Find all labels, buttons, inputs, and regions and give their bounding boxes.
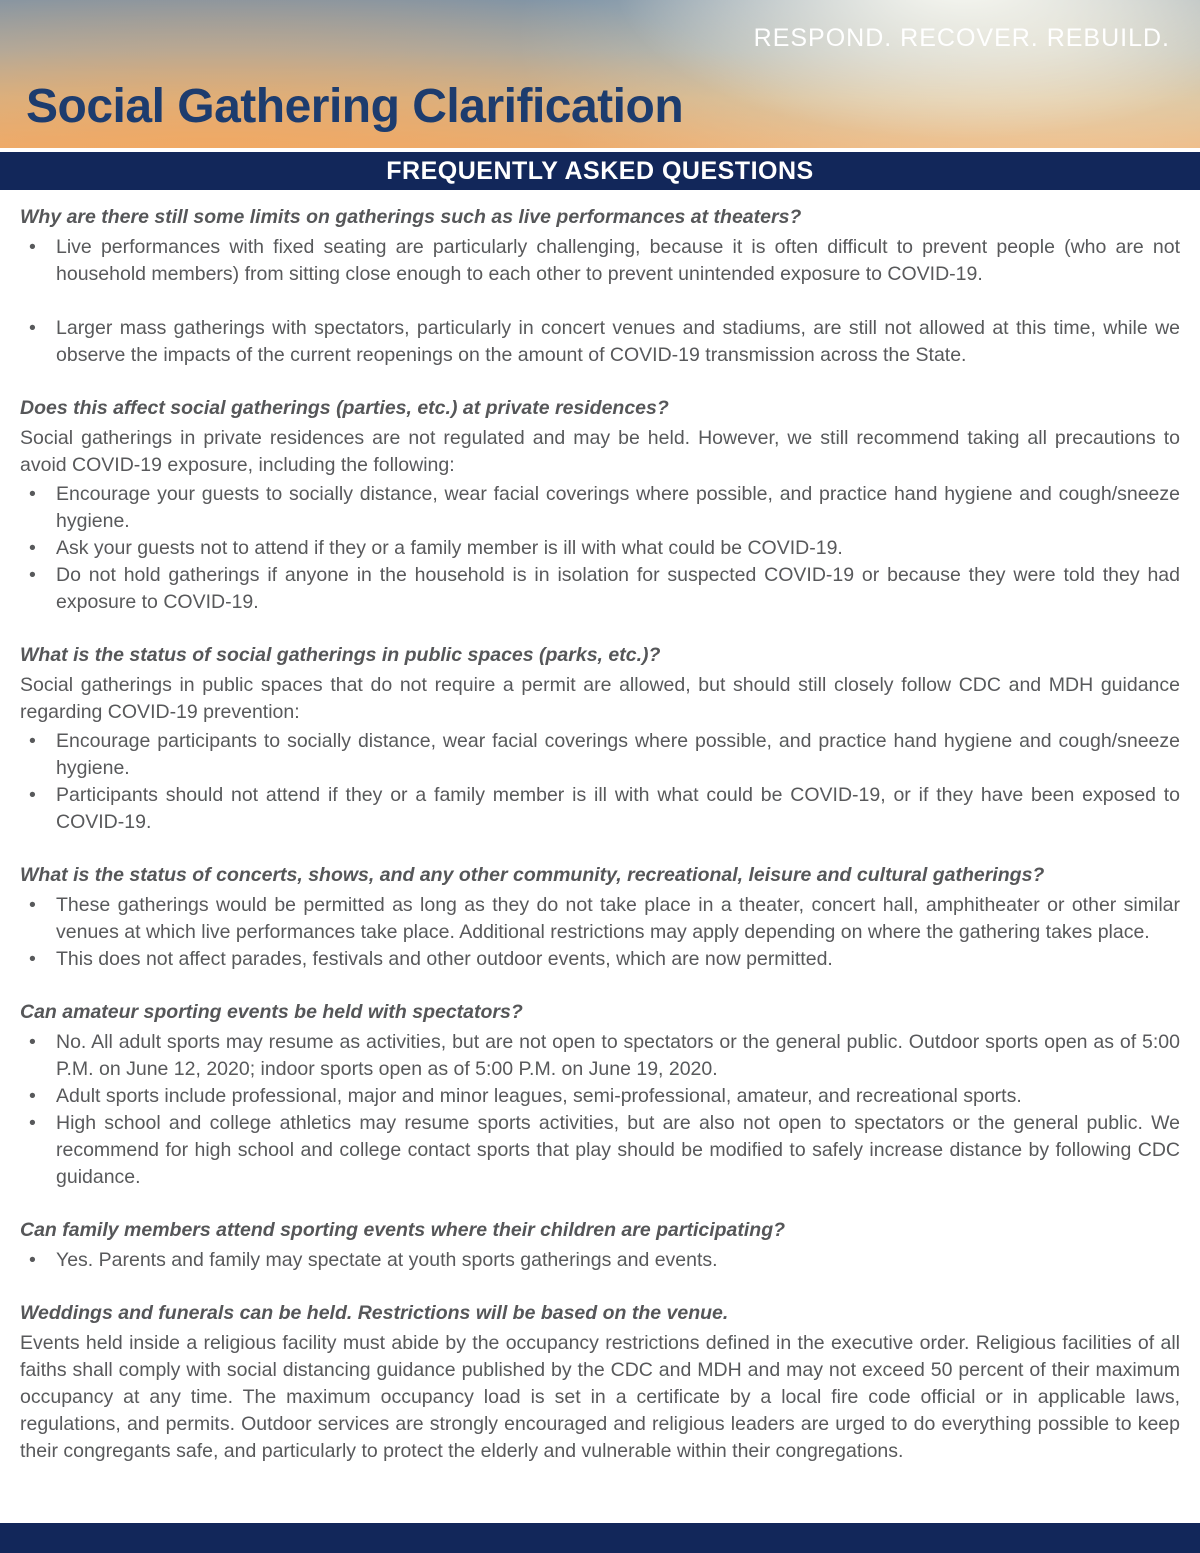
bullet-item: • These gatherings would be permitted as long as they do not take place in a theater, concert hall, amphitheater or other similar venues at which live performances take place. Additional restrictions may apply depending on where the gathering takes place. bbox=[20, 892, 1180, 946]
bullet-item: • Encourage your guests to socially distance, wear facial coverings where possible, and practice hand hygiene and cough/sneeze hygiene. bbox=[20, 481, 1180, 535]
faq-section-concerts-shows bbox=[20, 862, 1180, 973]
bullet-item: • Encourage participants to socially distance, wear facial coverings where possible, and practice hand hygiene and cough/sneeze hygiene. bbox=[20, 728, 1180, 782]
bullet-list bbox=[20, 481, 1180, 616]
bullet-item: • Do not hold gatherings if anyone in the household is in isolation for suspected COVID-19 or because they were told they had exposure to COVID-19. bbox=[20, 562, 1180, 616]
bullet-item: • Ask your guests not to attend if they or a family member is ill with what could be COVID-19. bbox=[20, 535, 1180, 562]
bullet-item: • Larger mass gatherings with spectators, particularly in concert venues and stadiums, are still not allowed at this time, while we observe the impacts of the current reopenings on the amount of COVID-19 transmission across the State. bbox=[20, 315, 1180, 369]
question: What is the status of social gatherings in public spaces (parks, etc.)? bbox=[20, 644, 661, 666]
bullet-item: • High school and college athletics may resume sports activities, but are also not open to spectators or the general public. We recommend for high school and college contact sports that play should be modified to safely increase distance by following CDC guidance. bbox=[20, 1110, 1180, 1191]
bullet-item: • Yes. Parents and family may spectate at youth sports gatherings and events. bbox=[20, 1247, 1180, 1274]
question: What is the status of concerts, shows, and any other community, recreational, leisure and cultural gatherings? bbox=[20, 864, 1045, 886]
question: Does this affect social gatherings (parties, etc.) at private residences? bbox=[20, 397, 669, 419]
question: Why are there still some limits on gatherings such as live performances at theaters? bbox=[20, 206, 802, 228]
section-intro: Social gatherings in public spaces that do not require a permit are allowed, but should still closely follow CDC and MDH guidance regarding COVID-19 prevention: bbox=[20, 674, 1180, 723]
bullet-item: • Adult sports include professional, major and minor leagues, semi-professional, amateur, and recreational sports. bbox=[20, 1083, 1180, 1110]
bullet-list bbox=[20, 892, 1180, 973]
faq-section-family-spectators bbox=[20, 1217, 1180, 1274]
bullet-item: • Live performances with fixed seating are particularly challenging, because it is often difficult to prevent people (who are not household members) from sitting close enough to each other to prevent unintended exposure to COVID-19. bbox=[20, 234, 1180, 288]
bullet-list bbox=[20, 234, 1180, 369]
bullet-list bbox=[20, 1029, 1180, 1191]
section-intro: Events held inside a religious facility must abide by the occupancy restrictions defined in the executive order. Religious facilities of all faiths shall comply with social distancing guidance published by the CDC and MDH and may not exceed 50 percent of their maximum occupancy at any time. The maximum occupancy load is set in a certificate by a local fire code official or in applicable laws, regulations, and permits. Outdoor services are strongly encouraged and religious leaders are urged to do everything possible to keep their congregants safe, and particularly to protect the elderly and vulnerable within their congregations. bbox=[20, 1332, 1180, 1462]
faq-banner-label: FREQUENTLY ASKED QUESTIONS bbox=[386, 156, 814, 185]
faq-content bbox=[0, 190, 1200, 1523]
tagline: RESPOND. RECOVER. REBUILD. bbox=[753, 24, 1170, 52]
bullet-item: • This does not affect parades, festivals and other outdoor events, which are now permitted. bbox=[20, 946, 1180, 973]
faq-banner bbox=[0, 152, 1200, 190]
footer-bar bbox=[0, 1523, 1200, 1553]
faq-section-theaters bbox=[20, 204, 1180, 369]
bullet-item: • Participants should not attend if they or a family member is ill with what could be COVID-19, or if they have been exposed to COVID-19. bbox=[20, 782, 1180, 836]
question: Can amateur sporting events be held with spectators? bbox=[20, 1001, 523, 1023]
faq-section-private-residences bbox=[20, 395, 1180, 616]
bullet-list bbox=[20, 728, 1180, 836]
bullet-list bbox=[20, 1247, 1180, 1274]
section-intro: Social gatherings in private residences are not regulated and may be held. However, we still recommend taking all precautions to avoid COVID-19 exposure, including the following: bbox=[20, 427, 1180, 476]
bullet-item: • No. All adult sports may resume as activities, but are not open to spectators or the general public. Outdoor sports open as of 5:00 P.M. on June 12, 2020; indoor sports open as of 5:00 P.M. on June 19, 2020. bbox=[20, 1029, 1180, 1083]
question: Can family members attend sporting events where their children are participating? bbox=[20, 1219, 786, 1241]
question: Weddings and funerals can be held. Restrictions will be based on the venue. bbox=[20, 1302, 729, 1324]
faq-section-public-spaces bbox=[20, 642, 1180, 836]
faq-section-amateur-sports bbox=[20, 999, 1180, 1191]
faq-section-weddings-funerals bbox=[20, 1300, 1180, 1465]
header-banner bbox=[0, 0, 1200, 148]
page-title: Social Gathering Clarification bbox=[26, 80, 684, 133]
